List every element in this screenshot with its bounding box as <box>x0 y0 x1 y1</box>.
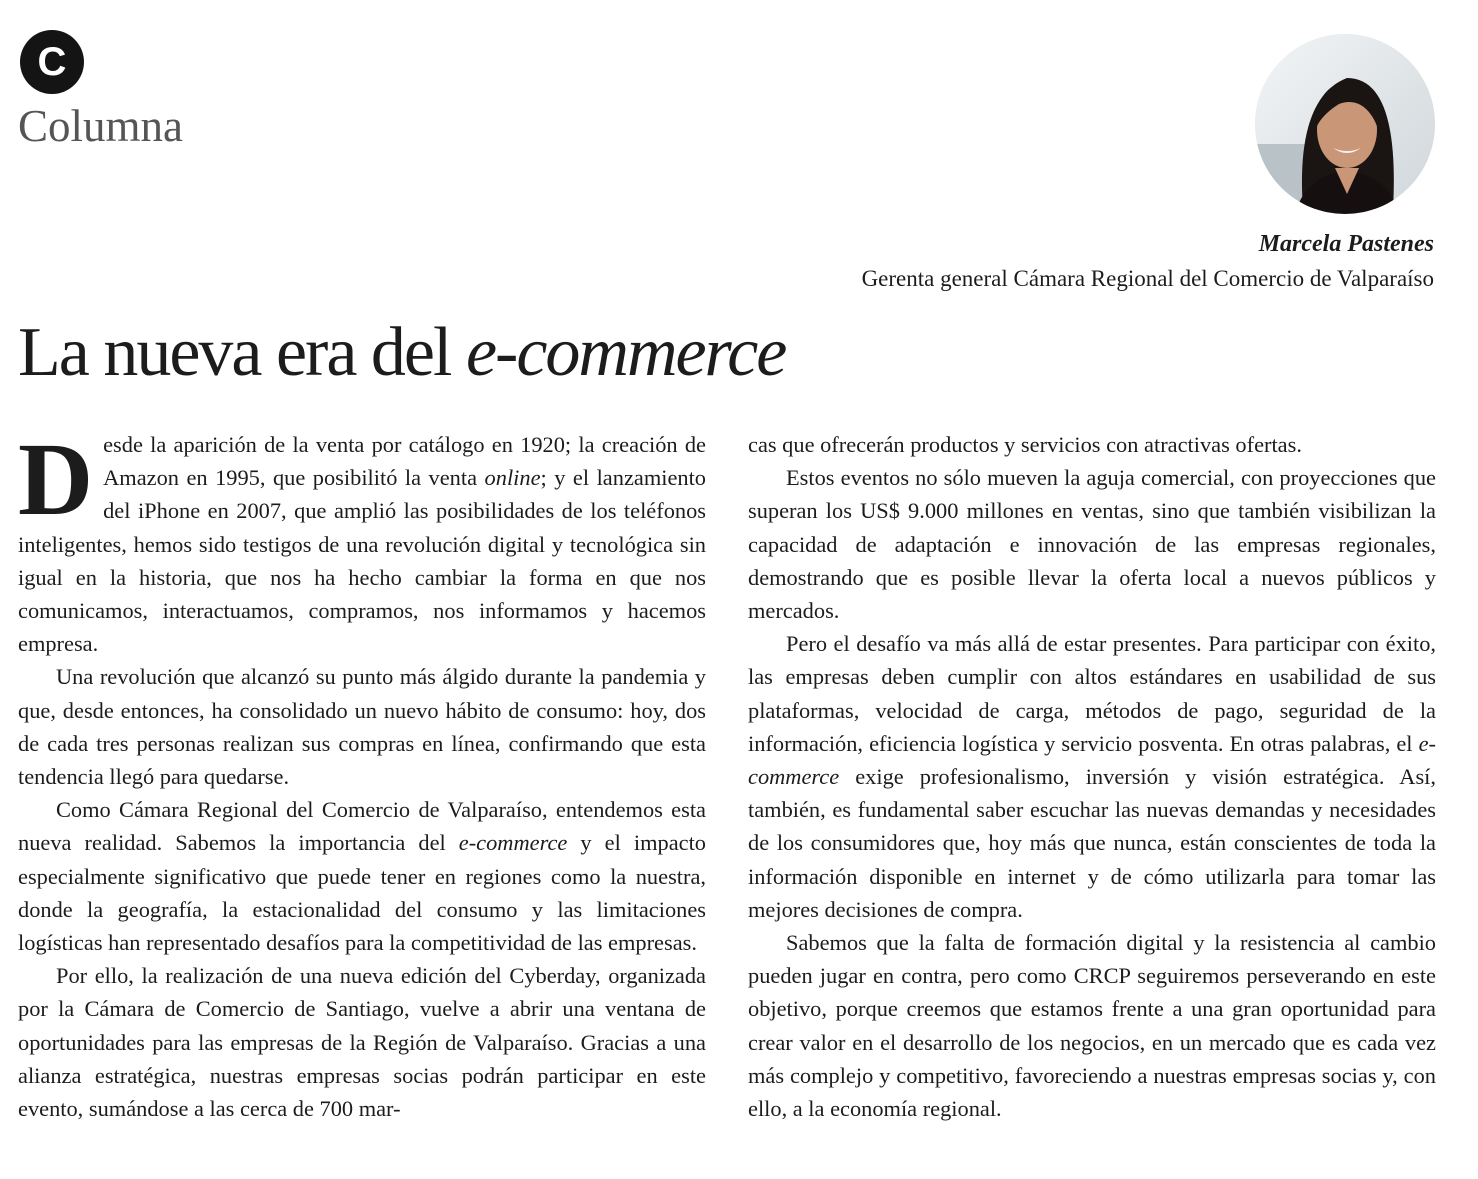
paragraph: Como Cámara Regional del Comercio de Valparaíso, entendemos esta nueva realidad. Sabemos la importancia del e-commerce y el impacto especialmente significativo que puede tener en regiones como la nuestra, donde la geografía, la estacionalidad del consumo y las limitaciones logísticas han representado desafíos para la competitividad de las empresas. <box>18 797 706 956</box>
paragraph: Desde la aparición de la venta por catálogo en 1920; la creación de Amazon en 1995, que posibilitó la venta online; y el lanzamiento del iPhone en 2007, que amplió las posibilidades de los teléfonos inteligentes, hemos sido testigos de una revolución digital y tecnológica sin igual en la historia, que nos ha hecho cambiar la forma en que nos comunicamos, interactuamos, compramos, nos informamos y hacemos empresa. <box>18 422 707 657</box>
article-body <box>18 422 1436 1168</box>
headline-main: La nueva era del <box>18 314 466 391</box>
paragraph: Una revolución que alcanzó su punto más álgido durante la pandemia y que, desde entonces, ha consolidado un nuevo hábito de consumo: hoy, dos de cada tres personas realizan sus compras en línea, confirmando que esta tendencia llegó para quedarse. <box>18 664 706 790</box>
article-headline <box>18 314 786 391</box>
paragraph: Estos eventos no sólo mueven la aguja comercial, con proyecciones que superan los US$ 9.000 millones en ventas, sino que también visibilizan la capacidad de adaptación e innovación de las empresas regionales, demostrando que es posible llevar la oferta local a nuevos públicos y mercados. <box>748 465 1436 624</box>
paragraph: Por ello, la realización de una nueva edición del Cyberday, organizada por la Cámara de Comercio de Santiago, vuelve a abrir una ventana de oportunidades para las empresas de la Región de Valparaíso. Gracias a una alianza estratégica, nuestras empresas socias podrán participar en este evento, sumándose a las cerca de 700 mar- <box>18 963 706 1122</box>
drop-cap: D <box>18 422 94 537</box>
section-badge: C <box>20 30 84 94</box>
paragraph: Sabemos que la falta de formación digital y la resistencia al cambio pueden jugar en contra, pero como CRCP seguiremos perseverando en este objetivo, porque creemos que estamos frente a una gran oportunidad para crear valor en el desarrollo de los negocios, en un mercado que es cada vez más complejo y competitivo, favoreciendo a nuestras empresas socias y, con ello, a la economía regional. <box>748 930 1436 1122</box>
headline-italic: e-commerce <box>465 314 786 391</box>
author-role: Gerenta general Cámara Regional del Comercio de Valparaíso <box>861 266 1434 291</box>
author-name: Marcela Pastenes <box>1258 231 1434 257</box>
paragraph: cas que ofrecerán productos y servicios con atractivas ofertas. <box>748 432 1302 457</box>
person-photo-icon <box>1255 34 1435 214</box>
section-label: Columna <box>18 101 183 151</box>
author-avatar <box>1255 34 1435 214</box>
article-column-2 <box>748 428 1436 1168</box>
paragraph: Pero el desafío va más allá de estar presentes. Para participar con éxito, las empresas deben cumplir con altos estándares en usabilidad de sus plataformas, velocidad de carga, métodos de pago, seguridad de la información, eficiencia logística y servicio posventa. En otras palabras, el e-commerce exige profesionalismo, inversión y visión estratégica. Así, también, es fundamental saber escuchar las nuevas demandas y necesidades de los consumidores que, hoy más que nunca, están conscientes de toda la información disponible en internet y de cómo utilizarla para tomar las mejores decisiones de compra. <box>748 631 1436 922</box>
article-column-1 <box>18 422 707 1168</box>
